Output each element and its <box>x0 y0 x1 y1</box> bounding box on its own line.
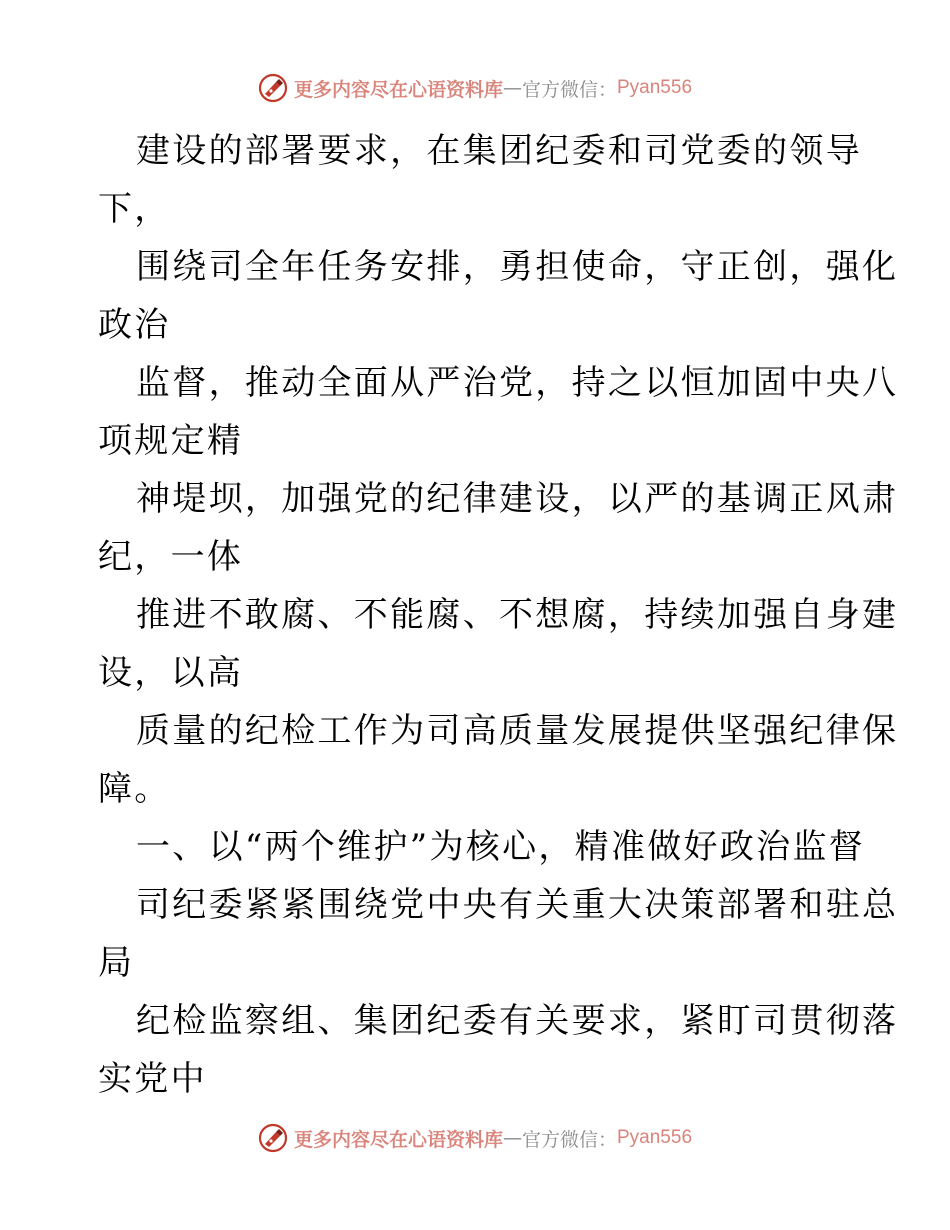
text-line: 纪，一体 <box>98 537 244 577</box>
text-line: 障。 <box>98 769 171 809</box>
watermark-wechat-id: Pyan556 <box>617 1127 693 1148</box>
text-line: 围绕司全年任务安排，勇担使命，守正创，强化 <box>136 247 899 287</box>
text-line: 纪检监察组、集团纪委有关要求，紧盯司贯彻落 <box>136 1001 899 1041</box>
pen-nib-logo-icon <box>258 73 288 103</box>
text-line: 局 <box>98 943 135 983</box>
watermark-dash: — <box>502 1127 522 1149</box>
header-watermark <box>0 73 950 103</box>
watermark-dash: — <box>502 77 522 99</box>
text-line: 推进不敢腐、不能腐、不想腐，持续加强自身建 <box>136 595 899 635</box>
watermark-wechat-id: Pyan556 <box>617 77 693 98</box>
text-line: 司纪委紧紧围绕党中央有关重大决策部署和驻总 <box>136 885 899 925</box>
text-line: 项规定精 <box>98 421 244 461</box>
text-line: 政治 <box>98 305 171 345</box>
watermark-main-text: 更多内容尽在心语资料库 <box>293 1128 503 1151</box>
watermark-main-text: 更多内容尽在心语资料库 <box>293 78 503 101</box>
document-body <box>98 122 899 1108</box>
text-line: 质量的纪检工作为司高质量发展提供坚强纪律保 <box>136 711 899 751</box>
footer-watermark <box>0 1123 950 1153</box>
text-line: 下， <box>98 189 171 229</box>
watermark-wechat-label: 官方微信： <box>521 78 617 101</box>
text-line: 实党中 <box>98 1059 207 1099</box>
text-line: 设，以高 <box>98 653 244 693</box>
text-line: 建设的部署要求，在集团纪委和司党委的领导 <box>136 131 862 171</box>
watermark-wechat-label: 官方微信： <box>521 1128 617 1151</box>
pen-nib-logo-icon <box>258 1123 288 1153</box>
text-line: 监督，推动全面从严治党，持之以恒加固中央八 <box>136 363 899 403</box>
text-line: 一、以“两个维护”为核心，精准做好政治监督 <box>136 827 866 867</box>
text-line: 神堤坝，加强党的纪律建设，以严的基调正风肃 <box>136 479 899 519</box>
